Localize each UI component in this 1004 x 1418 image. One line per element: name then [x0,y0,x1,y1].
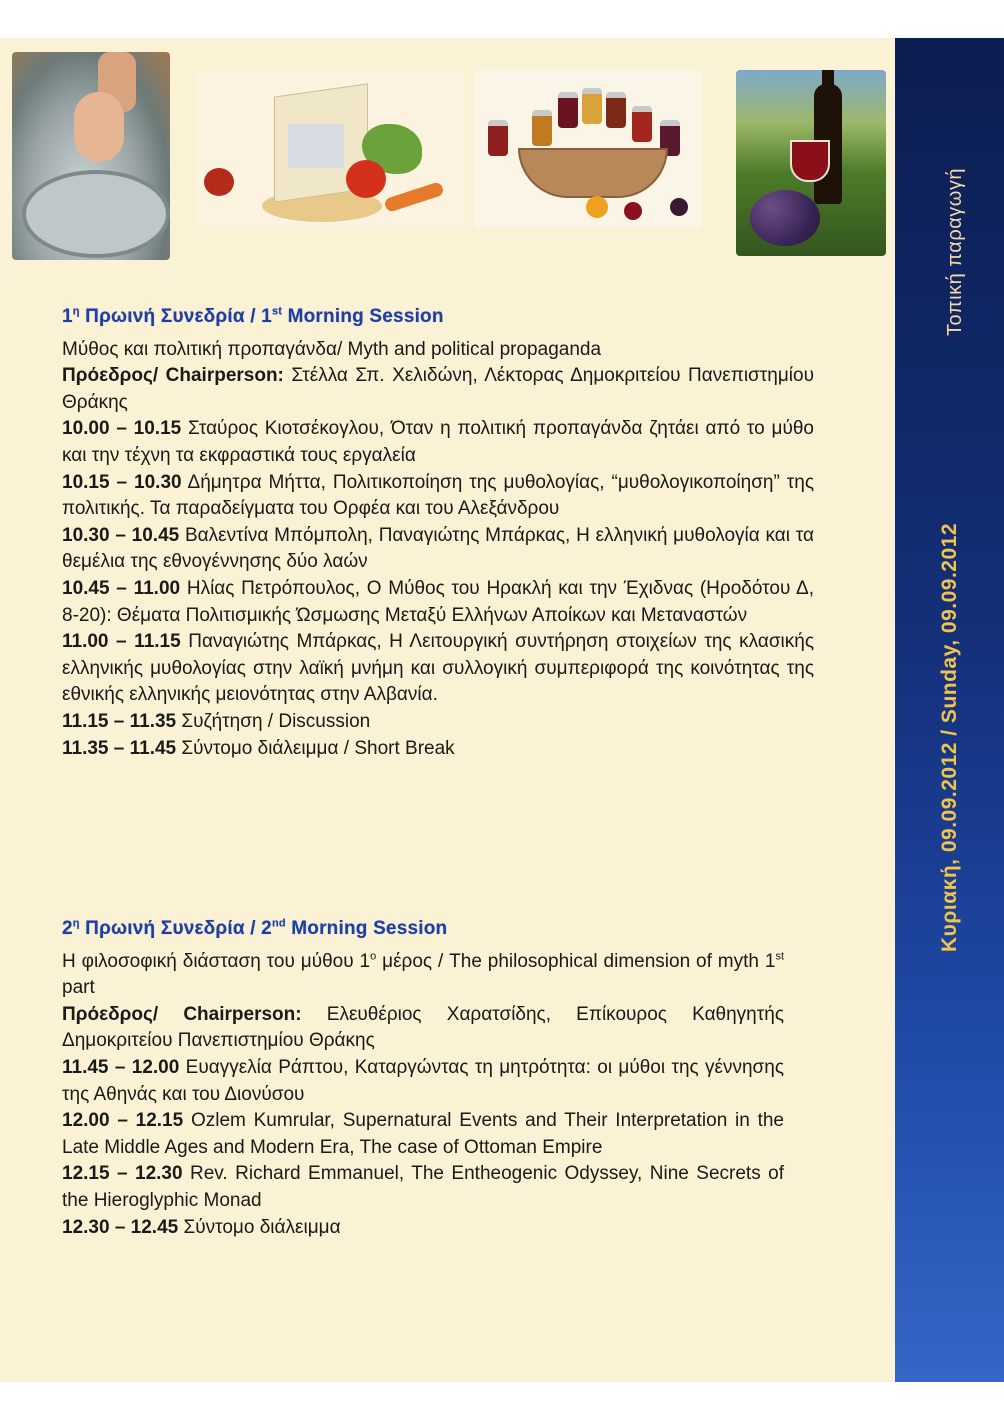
session-2-title: $2^\eta$ Πρωινή Συνεδρία / 2nd Morning Session [62,917,448,939]
session-1-title: $1^\eta$ Πρωινή Συνεδρία / 1st Morning Session [62,305,444,327]
talk-item: 10.45 – 11.00 Ηλίας Πετρόπουλος, Ο Μύθος του Ηρακλή και την Έχιδνας (Ηροδότου Δ, 8-20): Θέματα Πολιτισμικής Ώσμωσης Μεταξύ Ελλήνων Αποίκων και Μεταναστών [62,577,815,626]
session-2 [62,916,784,1241]
talk-item: 10.00 – 10.15 Σταύρος Κιοτσέκογλου, Όταν η πολιτική προπαγάνδα ζητάει από το μύθο και την τέχνη τα εκφραστικά τους εργαλεία [62,418,814,466]
talk-item: 11.45 – 12.00 Ευαγγελία Ράπτου, Καταργώντας τη μητρότητα: οι μύθοι της γέννησης της Αθηνάς και του Διονύσου [62,1056,785,1105]
session-1 [62,304,814,762]
sidebar-section-title: Τοπική παραγωγή [944,167,966,336]
session-2-chair: Πρόεδρος/ Chairperson: Ελευθέριος Χαρατσίδης, Επίκουρος Καθηγητής Δημοκριτείου Πανεπιστημίου Θράκης [62,1003,784,1052]
sidebar-date-label: Κυριακή, 09.09.2012 / Sunday, 09.09.2012 [938,523,961,952]
wine-grapes-photo [736,70,886,256]
session-1-chair: Πρόεδρος/ Chairperson: Στέλλα Σπ. Χελιδώνη, Λέκτορας Δημοκριτείου Πανεπιστημίου Θράκης [62,365,814,413]
olive-oil-pressing-photo [12,52,170,260]
talk-item: 10.30 – 10.45 Βαλεντίνα Μπόμπολη, Παναγιώτης Μπάρκας, Η ελληνική μυθολογία και τα θεμέλια της εθνογέννησης δύο λαών [62,524,814,573]
talk-item: 12.30 – 12.45 Σύντομο διάλειμμα [62,1216,341,1238]
session-2-topic: Η φιλοσοφική διάσταση του μύθου $1^o$ μέρος / The philosophical dimension of myth 1st part [62,950,784,999]
talk-item: 11.15 – 11.35 Συζήτηση / Discussion [62,710,371,732]
talk-item: 11.35 – 11.45 Σύντομο διάλειμμα / Short Break [62,737,455,759]
talk-item: 12.00 – 12.15 Ozlem Kumrular, Supernatural Events and Their Interpretation in the Late Middle Ages and Modern Era, The case of Ottoman Empire [62,1110,784,1158]
cheese-vegetables-photo [196,72,464,228]
jars-basket-photo [474,70,702,228]
session-1-topic: Μύθος και πολιτική προπαγάνδα/ Myth and political propaganda [62,338,602,360]
talk-item: 10.15 – 10.30 Δήμητρα Μήττα, Πολιτικοποίηση της μυθολογίας, “μυθολογικοποίηση” της πολιτικής. Τα παραδείγματα του Ορφέα και του Αλεξάνδρου [62,471,815,520]
talk-item: 11.00 – 11.15 Παναγιώτης Μπάρκας, Η Λειτουργική συντήρηση στοιχείων της κλασικής ελληνικής μυθολογίας στην λαϊκή μνήμη και συλλογική συμπεριφορά της κοινότητας της εθνικής ελληνικής μειονότητας στην Αλβανία. [62,631,814,706]
talk-item: 12.15 – 12.30 Rev. Richard Emmanuel, The Entheogenic Odyssey, Nine Secrets of the Hieroglyphic Monad [62,1163,784,1211]
